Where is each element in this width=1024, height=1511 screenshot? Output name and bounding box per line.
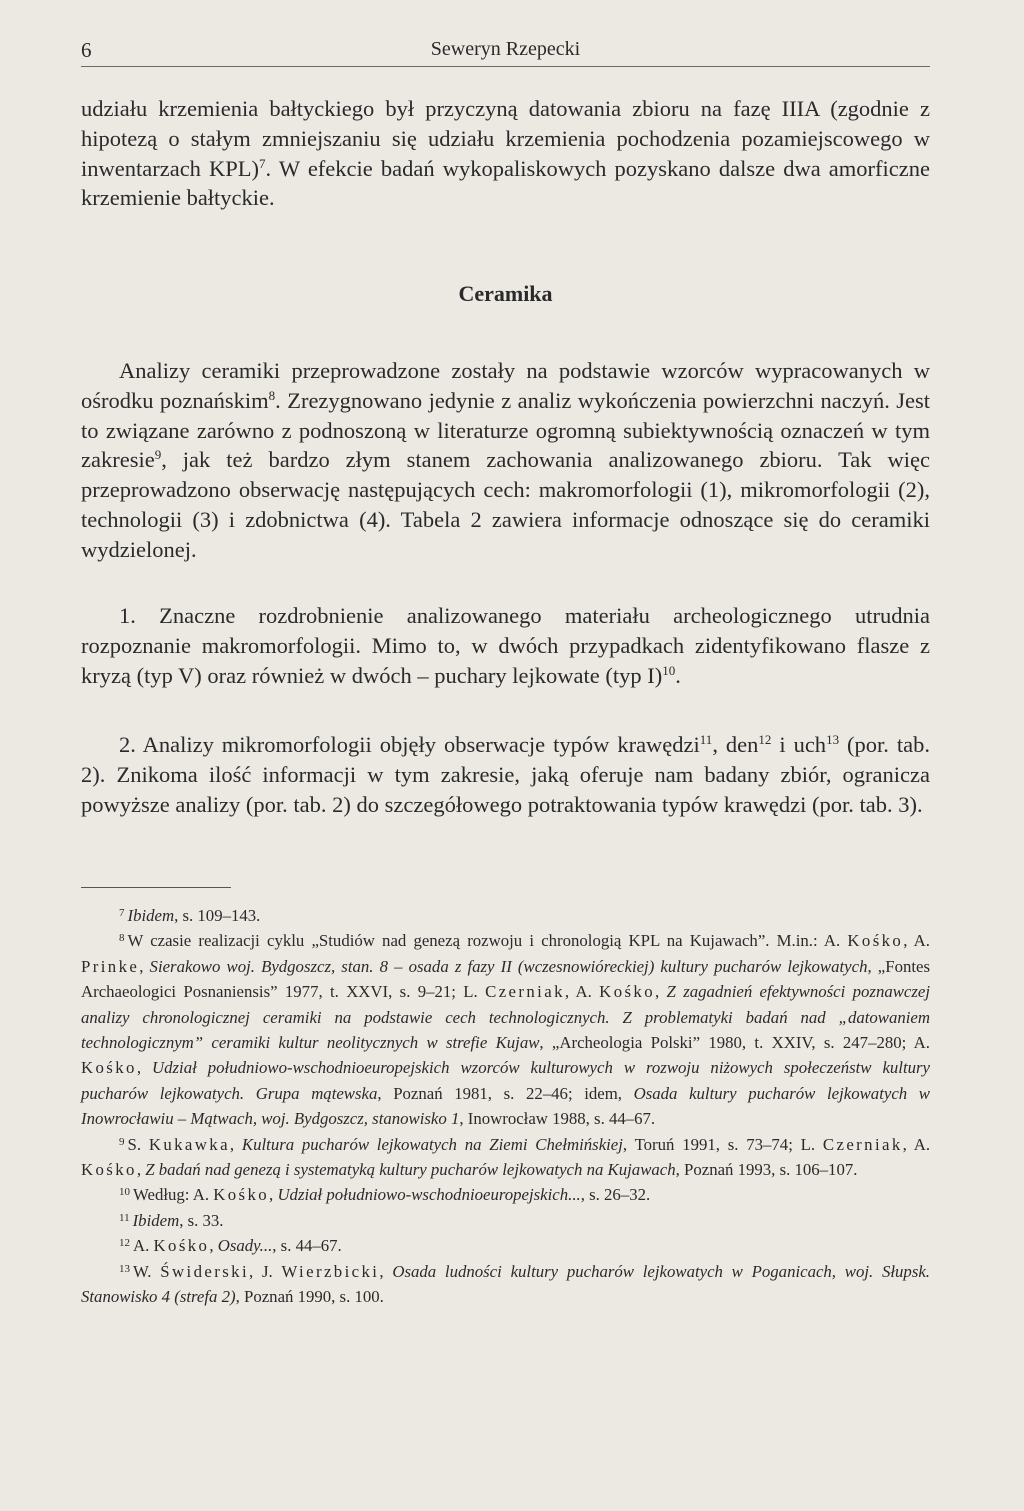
footnote-author: Kukawka xyxy=(148,1134,230,1154)
footnote-title: Z badań nad genezą i systematyką kultury pucharów lejkowatych na Kujawach xyxy=(145,1160,676,1180)
footnote-citation: Ibidem xyxy=(132,1210,180,1230)
section-heading: Ceramika xyxy=(458,281,553,306)
footnote-ref[interactable]: 9 xyxy=(154,447,162,463)
footnote-text: A. xyxy=(133,1236,154,1256)
footnote-number: 8 xyxy=(119,932,125,945)
paragraph-text: . W efekcie badań wykopaliskowych pozyskano dalsze dwa amorficzne krzemienie bałtyckie. xyxy=(81,155,930,211)
footnote-text: , A. xyxy=(564,982,600,1002)
footnote-number: 10 xyxy=(119,1186,130,1199)
paragraph-text: 1. Znaczne rozdrobnienie analizowanego materiału archeologicznego utrudnia rozpoznanie makromorfologii. Mimo to, w dwóch przypadkach zidentyfikowano flasze z kryzą (typ V) oraz również w dwóch – puchary lejkowate (typ I) xyxy=(81,603,930,688)
footnote-text: , „Archeologia Polski” 1980, t. XXIV, s. 247–280; A. xyxy=(539,1033,930,1053)
paragraph-macromorphology xyxy=(81,601,930,690)
footnote-author: Prinke xyxy=(81,956,140,976)
footnote-ref[interactable]: 12 xyxy=(758,732,772,747)
paragraph-text: Analizy ceramiki przeprowadzone zostały na podstawie wzorców wypracowanych w ośrodku poznańskim xyxy=(81,358,930,413)
footnote-text: , xyxy=(139,956,150,976)
footnote-text: Według: A. xyxy=(133,1185,214,1205)
paragraph-micromorphology xyxy=(81,730,930,819)
footnote-text: , „Fontes Archaeologici Posnaniensis” 1977, t. XXVI, s. 9–21; L. xyxy=(81,956,931,1002)
footnote-number: 9 xyxy=(119,1135,125,1148)
footnote-author: Czerniak xyxy=(822,1134,903,1154)
footnote-12 xyxy=(81,1233,930,1258)
footnote-author: Kośko xyxy=(153,1236,210,1256)
footnote-author: Kośko xyxy=(213,1185,270,1205)
running-head-author: Seweryn Rzepecki xyxy=(430,38,581,60)
paragraph-text: , den xyxy=(712,732,759,757)
footnote-text: , s. 33. xyxy=(179,1210,224,1230)
footnote-8 xyxy=(81,928,930,1131)
footnote-title: Kultura pucharów lejkowatych na Ziemi Chełmińskiej xyxy=(241,1134,623,1154)
footnote-text: , Poznań 1990, s. 100. xyxy=(235,1287,384,1307)
footnote-ref[interactable]: 11 xyxy=(699,732,713,747)
footnote-title: Udział południowo-wschodnioeuropejskich wzorców kulturowych w rozwoju niżowych społeczeństw kultury pucharów lejkowatych. Grupa mątewska xyxy=(81,1058,931,1103)
footnote-citation: Ibidem xyxy=(127,906,175,925)
footnote-ref[interactable]: 10 xyxy=(662,662,676,678)
footnote-text: , A. xyxy=(902,1134,931,1154)
paragraph-text: (por. tab. 2). Znikoma ilość informacji w tym zakresie, jaką oferuje nam badany zbiór, ogranicza powyższe analizy (por. tab. 2) do szczegółowego potraktowania typów krawędzi (por. tab. 3). xyxy=(81,732,930,817)
footnote-title: Udział południowo-wschodnioeuropejskich... xyxy=(277,1185,581,1205)
footnote-ref[interactable]: 13 xyxy=(826,732,840,747)
footnote-number: 13 xyxy=(119,1262,130,1275)
footnote-text: , Poznań 1993, s. 106–107. xyxy=(675,1160,858,1180)
paragraph-text: i uch xyxy=(771,732,827,757)
footnote-ref[interactable]: 7 xyxy=(259,155,266,171)
footnote-text: , A. xyxy=(903,931,930,951)
footnote-title: Osady... xyxy=(217,1236,273,1256)
footnote-author: Wierzbicki xyxy=(281,1261,380,1281)
paragraph-text: 2. Analizy mikromorfologii objęły obserwacje typów krawędzi xyxy=(119,732,700,757)
footnote-text: , xyxy=(269,1185,278,1205)
footnote-text: , s. 26–32. xyxy=(580,1185,651,1205)
footnote-text: , xyxy=(229,1134,242,1154)
footnote-9 xyxy=(81,1132,930,1183)
footnote-text: , Inowrocław 1988, s. 44–67. xyxy=(459,1109,656,1129)
paragraph-ceramics-analysis xyxy=(81,356,930,565)
footnote-text: W. xyxy=(133,1261,161,1281)
page-number: 6 xyxy=(81,38,92,62)
footnote-title: Z zagadnień efektywności poznawczej analizy chronologicznej ceramiki na podstawie cech technologicznych. Z problematyki badań nad „datowaniem technologicznym” ceramiki kultur neolitycznych w strefie Kujaw xyxy=(81,982,931,1053)
footnote-number: 11 xyxy=(119,1211,130,1224)
footnote-title: Osada ludności kultury pucharów lejkowatych w Poganicach, woj. Słupsk. Stanowisko 4 (strefa 2) xyxy=(81,1261,930,1307)
running-head xyxy=(81,38,930,67)
footnote-text: , xyxy=(136,1058,153,1078)
footnote-text: , J. xyxy=(249,1261,282,1281)
footnote-author: Kośko xyxy=(81,1058,137,1078)
footnote-text: , Poznań 1981, s. 22–46; idem, xyxy=(377,1083,634,1103)
footnote-divider xyxy=(81,887,231,888)
footnote-text: , xyxy=(209,1236,218,1256)
footnote-author: Kośko xyxy=(81,1160,137,1180)
footnote-text: , xyxy=(655,982,667,1002)
footnote-7 xyxy=(81,903,930,928)
footnote-number: 7 xyxy=(119,907,125,919)
footnote-author: Świderski xyxy=(160,1261,250,1281)
footnote-text: , Toruń 1991, s. 73–74; L. xyxy=(622,1134,823,1154)
footnote-text: , s. 109–143. xyxy=(174,906,261,925)
footnote-text: , s. 44–67. xyxy=(272,1236,342,1256)
paragraph-text: . xyxy=(675,662,681,688)
footnote-text: S. xyxy=(127,1134,149,1154)
footnote-text: , xyxy=(136,1160,146,1180)
footnote-author: Kośko xyxy=(599,982,655,1002)
footnote-author: Czerniak xyxy=(485,982,565,1002)
paragraph-text: . Zrezygnowano jedynie z analiz wykończenia powierzchni naczyń. Jest to związane zarówno z podnoszoną w literaturze ogromną subiektywnością oznaczeń w tym zakresie xyxy=(81,387,930,473)
footnote-author: Kośko xyxy=(847,931,904,951)
footnote-13 xyxy=(81,1259,930,1310)
footnote-10 xyxy=(81,1182,930,1207)
footnote-title: Sierakowo woj. Bydgoszcz, stan. 8 – osada z fazy II (wczesnowióreckiej) kultury pucharów lejkowatych xyxy=(149,956,868,976)
footnote-title: Osada kultury pucharów lejkowatych w Inowrocławiu – Mątwach, woj. Bydgoszcz, stanowisko 1 xyxy=(81,1083,930,1129)
footnote-number: 12 xyxy=(119,1237,130,1250)
footnote-11 xyxy=(81,1208,930,1233)
footnote-ref[interactable]: 8 xyxy=(268,387,276,403)
paragraph-text: udziału krzemienia bałtyckiego był przyczyną datowania zbioru na fazę IIIA (zgodnie z hipotezą o stałym zmniejszaniu się udziału krzemienia pochodzenia pozamiejscowego w inwentarzach KPL) xyxy=(81,96,930,181)
paragraph-flint xyxy=(81,94,930,213)
footnote-text: W czasie realizacji cyklu „Studiów nad genezą rozwoju i chronologią KPL na Kujawach”. M.in.: A. xyxy=(127,931,848,951)
footnote-text: , xyxy=(379,1261,393,1281)
footnotes xyxy=(81,903,930,1310)
paragraph-text: , jak też bardzo złym stanem zachowania analizowanego zbioru. Tak więc przeprowadzono obserwację następujących cech: makromorfologii (1), mikromorfologii (2), technologii (3) i zdobnictwa (4). Tabela 2 zawiera informacje odnoszące się do ceramiki wydzielonej. xyxy=(81,447,930,562)
